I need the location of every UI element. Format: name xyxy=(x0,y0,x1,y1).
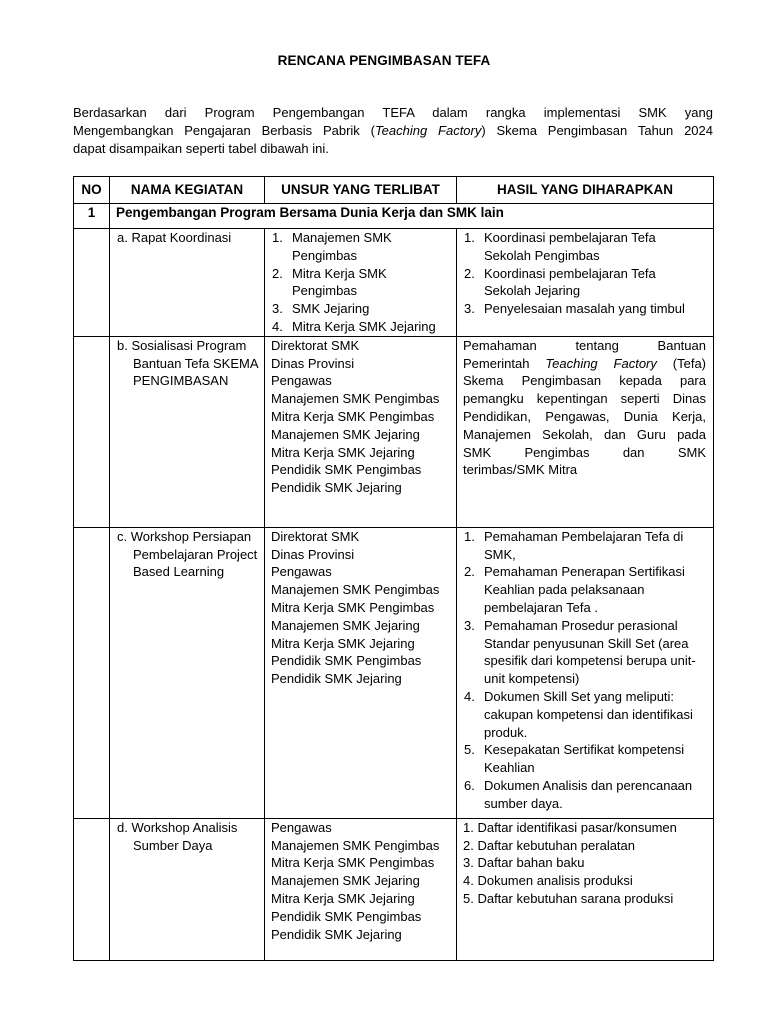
intro-line: dapat disampaikan seperti tabel dibawah ini. xyxy=(73,141,329,156)
section-title: Pengembangan Program Bersama Dunia Kerja dan SMK lain xyxy=(110,204,714,229)
list-item: Mitra Kerja SMK Pengimbas xyxy=(271,599,435,615)
unsur-list xyxy=(265,229,457,337)
cell-no xyxy=(74,336,110,527)
hasil-line: Pemerintah Teaching Factory (Tefa) xyxy=(463,355,707,371)
intro-text: ) Skema Pengimbasan Tahun 2024 xyxy=(481,123,713,138)
list-item: Manajemen SMK Jejaring xyxy=(271,426,420,442)
cell-no xyxy=(74,229,110,337)
list-item: Pendidik SMK Pengimbas xyxy=(271,462,422,478)
list-item: Pendidik SMK Jejaring xyxy=(271,480,402,496)
unsur-list xyxy=(265,818,457,960)
list-item: Dinas Provinsi xyxy=(271,546,355,562)
list-item: Pengawas xyxy=(271,819,332,835)
list-item: Pengawas xyxy=(271,564,332,580)
activity-name xyxy=(110,527,265,818)
hasil-line: terimbas/SMK Mitra xyxy=(463,462,578,478)
list-item: Dinas Provinsi xyxy=(271,355,355,371)
list-item: 1. Manajemen SMK Pengimbas xyxy=(272,230,392,263)
hasil-line: pemangku kepentingan seperti Dinas xyxy=(463,391,706,407)
hasil-line: Manajemen Sekolah, dan Guru pada xyxy=(463,426,706,442)
list-item: 2. Pemahaman Penerapan Sertifikasi Keahlian pada pelaksanaan pembelajaran Tefa . xyxy=(464,564,685,615)
list-item: Pendidik SMK Jejaring xyxy=(271,671,402,687)
hasil-list xyxy=(457,229,714,337)
list-item: Manajemen SMK Pengimbas xyxy=(271,391,440,407)
list-item: Pendidik SMK Pengimbas xyxy=(271,653,422,669)
activity-name-text: a. Rapat Koordinasi xyxy=(117,230,232,245)
list-item: Mitra Kerja SMK Jejaring xyxy=(271,890,415,906)
list-item: Manajemen SMK Jejaring xyxy=(271,617,420,633)
table-row xyxy=(74,818,714,960)
activity-name xyxy=(110,818,265,960)
list-item: 3. Daftar bahan baku xyxy=(463,855,585,871)
list-item: 3. SMK Jejaring xyxy=(272,301,370,317)
list-item: Pendidik SMK Jejaring xyxy=(271,926,402,942)
list-item: 2. Mitra Kerja SMK Pengimbas xyxy=(272,265,387,299)
intro-paragraph xyxy=(73,104,713,158)
intro-text: Mengembangkan Pengajaran Berbasis Pabrik ( xyxy=(73,123,375,138)
list-item: 5. Kesepakatan Sertifikat kompetensi Keahlian xyxy=(464,742,685,776)
list-item: 2. Koordinasi pembelajaran Tefa Sekolah Jejaring xyxy=(464,265,656,299)
hasil-line: SMK Pengimbas dan SMK xyxy=(463,444,706,460)
cell-no xyxy=(74,818,110,960)
list-item: 3. Penyelesaian masalah yang timbul xyxy=(464,301,685,317)
document-title: RENCANA PENGIMBASAN TEFA xyxy=(277,53,491,68)
list-item: Direktorat SMK xyxy=(271,528,360,544)
intro-italic-text: Teaching Factory xyxy=(374,123,482,138)
header-nama-kegiatan: NAMA KEGIATAN xyxy=(110,177,265,204)
list-item: Pendidik SMK Pengimbas xyxy=(271,908,422,924)
list-item: 4. Mitra Kerja SMK Jejaring xyxy=(272,318,436,334)
cell-no xyxy=(74,527,110,818)
table-row xyxy=(74,527,714,818)
hasil-line: Skema Pengimbasan kepada para xyxy=(463,373,706,389)
list-item: 3. Pemahaman Prosedur perasional Standar penyusunan Skill Set (area spesifik dari kompetensi berupa unit-unit kompetensi) xyxy=(464,617,696,687)
list-item: 1. Daftar identifikasi pasar/konsumen xyxy=(463,819,677,835)
list-item: Manajemen SMK Pengimbas xyxy=(271,837,440,853)
activity-name-text: c. Workshop Persiapan Pembelajaran Project Based Learning xyxy=(117,528,258,580)
table-header-row xyxy=(74,177,714,204)
activity-name xyxy=(110,229,265,337)
intro-line xyxy=(73,122,713,140)
list-item: Pengawas xyxy=(271,373,332,389)
section-number: 1 xyxy=(74,204,110,229)
activity-name-text: d. Workshop Analisis Sumber Daya xyxy=(117,819,238,853)
activity-name xyxy=(110,336,265,527)
table-row xyxy=(74,336,714,527)
header-hasil: HASIL YANG DIHARAPKAN xyxy=(457,177,714,204)
list-item: 1. Koordinasi pembelajaran Tefa Sekolah Pengimbas xyxy=(464,230,656,263)
hasil-list xyxy=(457,527,714,818)
list-item: Manajemen SMK Pengimbas xyxy=(271,582,440,598)
list-item: Manajemen SMK Jejaring xyxy=(271,873,420,889)
unsur-list xyxy=(265,336,457,527)
list-item: Mitra Kerja SMK Jejaring xyxy=(271,635,415,651)
activity-name-text: b. Sosialisasi Program Bantuan Tefa SKEMA PENGIMBASAN xyxy=(117,337,258,389)
list-item: Mitra Kerja SMK Pengimbas xyxy=(271,408,435,424)
table-row xyxy=(74,229,714,337)
hasil-line: Pemahaman tentang Bantuan xyxy=(463,337,706,353)
intro-line: Berdasarkan dari Program Pengembangan TEFA dalam rangka implementasi SMK yang xyxy=(73,105,713,120)
list-item: Mitra Kerja SMK Jejaring xyxy=(271,444,415,460)
list-item: Direktorat SMK xyxy=(271,337,360,353)
hasil-paragraph xyxy=(457,336,714,527)
section-row xyxy=(74,204,714,229)
list-item: 4. Dokumen Skill Set yang meliputi: cakupan kompetensi dan identifikasi produk. xyxy=(464,688,693,740)
hasil-list xyxy=(457,818,714,960)
plan-table xyxy=(73,176,714,961)
header-unsur: UNSUR YANG TERLIBAT xyxy=(265,177,457,204)
list-item: 4. Dokumen analisis produksi xyxy=(463,873,633,889)
list-item: 5. Daftar kebutuhan sarana produksi xyxy=(463,890,674,906)
list-item: 1. Pemahaman Pembelajaran Tefa di SMK, xyxy=(464,528,684,562)
header-no: NO xyxy=(74,177,110,204)
unsur-list xyxy=(265,527,457,818)
list-item: 2. Daftar kebutuhan peralatan xyxy=(463,837,636,853)
hasil-line: Pendidikan, Pengawas, Dunia Kerja, xyxy=(463,408,706,424)
list-item: 6. Dokumen Analisis dan perencanaan sumber daya. xyxy=(464,777,693,811)
list-item: Mitra Kerja SMK Pengimbas xyxy=(271,855,435,871)
